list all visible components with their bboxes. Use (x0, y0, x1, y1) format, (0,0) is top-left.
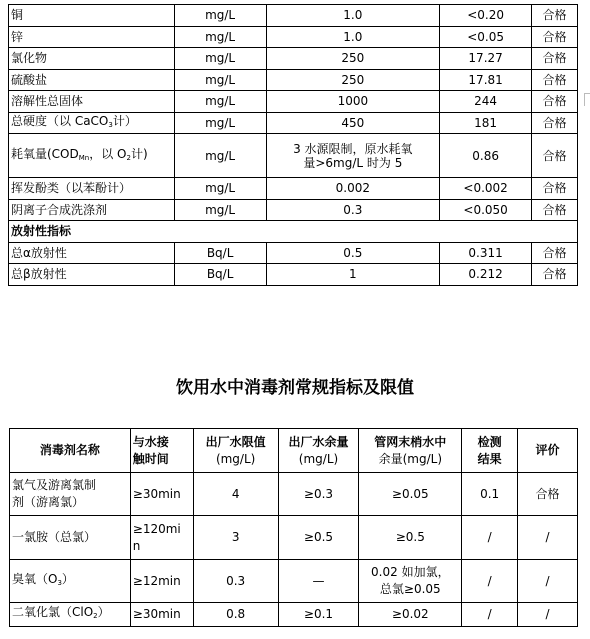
indicator-name: 硫酸盐 (9, 69, 175, 91)
table-row (10, 603, 578, 627)
test-result: / (462, 560, 518, 603)
indicator-name: 溶解性总固体 (9, 91, 175, 113)
eval-cell: 合格 (532, 134, 578, 178)
table-row (9, 178, 578, 200)
section-title: 放射性指标 (9, 221, 578, 243)
table-row (9, 91, 578, 113)
factory-residual: ≥0.5 (278, 516, 359, 560)
section-row (9, 221, 578, 243)
limit-cell: 0.5 (266, 242, 440, 264)
network-residual: ≥0.5 (359, 516, 462, 560)
result-cell: 0.86 (440, 134, 532, 178)
disinfectant-name: 一氯胺（总氯） (10, 516, 131, 560)
result-cell: 17.81 (440, 69, 532, 91)
limit-cell: 250 (266, 69, 440, 91)
result-cell: 0.212 (440, 264, 532, 286)
table-row (10, 560, 578, 603)
indicator-name: 铜 (9, 5, 175, 27)
disinfectant-name: 氯气及游离氯制 剂（游离氯） (10, 473, 131, 516)
header-factory-residual: 出厂水余量 (mg/L) (278, 429, 359, 473)
result-cell: <0.002 (440, 178, 532, 200)
evaluation: / (518, 603, 578, 627)
factory-limit: 0.8 (193, 603, 278, 627)
header-contact-time: 与水接 触时间 (130, 429, 193, 473)
indicator-name: 阴离子合成洗涤剂 (9, 199, 175, 221)
evaluation: / (518, 560, 578, 603)
result-cell: <0.05 (440, 26, 532, 48)
table-row (10, 473, 578, 516)
eval-cell: 合格 (532, 26, 578, 48)
factory-limit: 3 (193, 516, 278, 560)
eval-cell: 合格 (532, 264, 578, 286)
unit-cell: mg/L (174, 199, 266, 221)
test-result: / (462, 603, 518, 627)
result-cell: <0.050 (440, 199, 532, 221)
table-row (9, 69, 578, 91)
factory-residual: — (278, 560, 359, 603)
eval-cell: 合格 (532, 112, 578, 134)
eval-cell: 合格 (532, 91, 578, 113)
unit-cell: mg/L (174, 178, 266, 200)
unit-cell: mg/L (174, 134, 266, 178)
result-cell: 181 (440, 112, 532, 134)
result-cell: 244 (440, 91, 532, 113)
table-row (9, 112, 578, 134)
indicator-name: 氯化物 (9, 48, 175, 70)
table-row (9, 5, 578, 27)
unit-cell: Bq/L (174, 242, 266, 264)
limit-cell: 0.3 (266, 199, 440, 221)
contact-time: ≥12min (130, 560, 193, 603)
unit-cell: mg/L (174, 48, 266, 70)
limit-cell: 0.002 (266, 178, 440, 200)
table-header-row (10, 429, 578, 473)
indicator-name: 总α放射性 (9, 242, 175, 264)
limit-cell: 1 (266, 264, 440, 286)
factory-residual: ≥0.1 (278, 603, 359, 627)
contact-time: ≥30min (130, 473, 193, 516)
margin-marker (584, 93, 590, 106)
table-row (9, 26, 578, 48)
table-row (9, 242, 578, 264)
eval-cell: 合格 (532, 48, 578, 70)
network-residual: ≥0.02 (359, 603, 462, 627)
result-cell: 0.311 (440, 242, 532, 264)
disinfectant-table (9, 428, 578, 627)
limit-cell: 1000 (266, 91, 440, 113)
header-disinfectant-name: 消毒剂名称 (10, 429, 131, 473)
disinfectant-name: 二氧化氯（ClO$_2$） (10, 603, 131, 627)
contact-time: ≥30min (130, 603, 193, 627)
unit-cell: mg/L (174, 26, 266, 48)
unit-cell: mg/L (174, 112, 266, 134)
table-row (9, 134, 578, 178)
unit-cell: Bq/L (174, 264, 266, 286)
indicator-name: 挥发酚类（以苯酚计） (9, 178, 175, 200)
table-row (9, 199, 578, 221)
factory-residual: ≥0.3 (278, 473, 359, 516)
table-row (9, 48, 578, 70)
result-cell: 17.27 (440, 48, 532, 70)
eval-cell: 合格 (532, 178, 578, 200)
evaluation: 合格 (518, 473, 578, 516)
indicator-name: 总β放射性 (9, 264, 175, 286)
unit-cell: mg/L (174, 69, 266, 91)
factory-limit: 0.3 (193, 560, 278, 603)
limit-cell: 3 水源限制，原水耗氧 量>6mg/L 时为 5 (266, 134, 440, 178)
header-test-result: 检测 结果 (462, 429, 518, 473)
test-result: / (462, 516, 518, 560)
indicator-name: 耗氧量($COD_{Mn}$，以 $O_2$计) (9, 134, 175, 178)
limit-cell: 1.0 (266, 26, 440, 48)
eval-cell: 合格 (532, 242, 578, 264)
section-heading: 饮用水中消毒剂常规指标及限值 (176, 378, 414, 398)
header-factory-limit: 出厂水限值 (mg/L) (193, 429, 278, 473)
header-evaluation: 评价 (518, 429, 578, 473)
result-cell: <0.20 (440, 5, 532, 27)
disinfectant-name: 臭氧$(O_3)$ (10, 560, 131, 603)
eval-cell: 合格 (532, 69, 578, 91)
unit-cell: mg/L (174, 91, 266, 113)
network-residual: ≥0.05 (359, 473, 462, 516)
indicator-name: 总硬度（以 CaCO$_3$计） (9, 112, 175, 134)
contact-time: ≥120mi n (130, 516, 193, 560)
header-network-residual: 管网末梢水中 余量(mg/L) (359, 429, 462, 473)
eval-cell: 合格 (532, 5, 578, 27)
eval-cell: 合格 (532, 199, 578, 221)
limit-cell: 450 (266, 112, 440, 134)
evaluation: / (518, 516, 578, 560)
factory-limit: 4 (193, 473, 278, 516)
limit-cell: 250 (266, 48, 440, 70)
unit-cell: mg/L (174, 5, 266, 27)
limit-cell: 1.0 (266, 5, 440, 27)
test-result: 0.1 (462, 473, 518, 516)
table-row (9, 264, 578, 286)
table-row (10, 516, 578, 560)
indicator-table (8, 4, 578, 286)
network-residual: 0.02 如加氯， 总氯≥0.05 (359, 560, 462, 603)
indicator-name: 锌 (9, 26, 175, 48)
